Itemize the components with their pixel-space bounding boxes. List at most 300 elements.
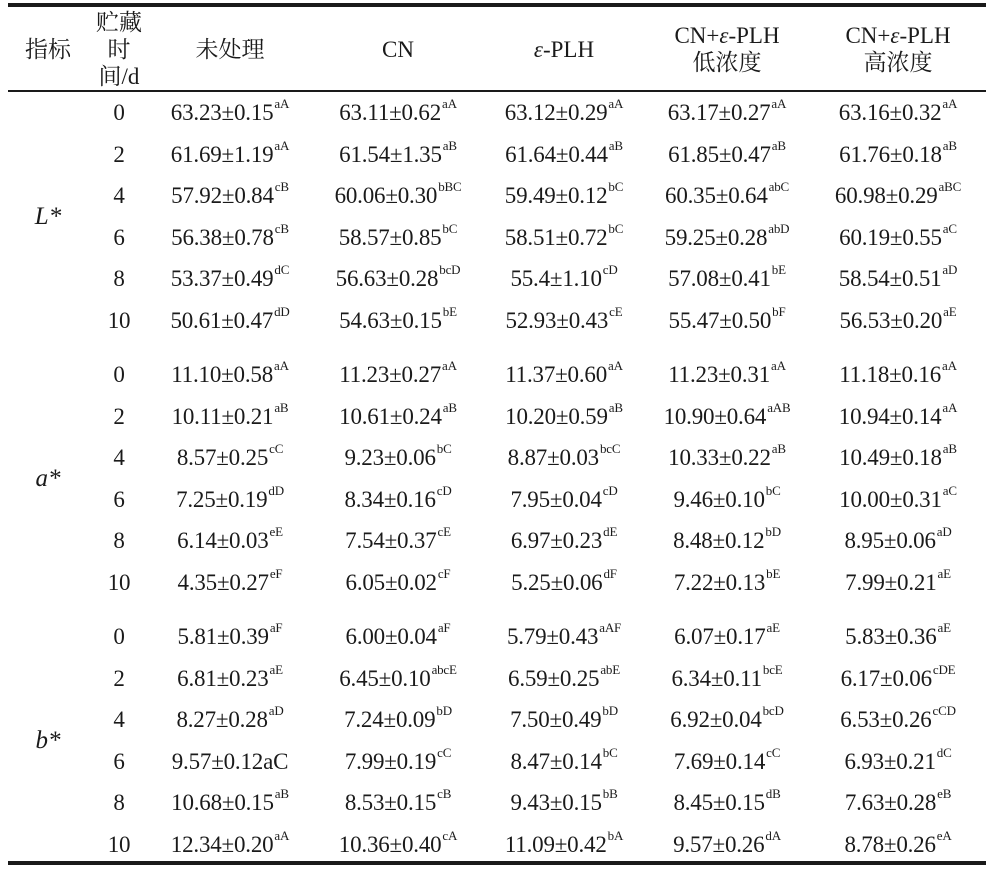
significance-letters: aC — [942, 220, 957, 236]
table-cell — [146, 618, 314, 656]
significance-letters: bA — [607, 828, 624, 843]
cell-value: 60.98±0.29 — [834, 183, 938, 209]
significance-letters: aA — [274, 96, 290, 111]
table-cell — [314, 136, 482, 174]
cell-value: 55.4±1.10 — [510, 266, 602, 292]
cell-value: 7.50±0.49 — [510, 707, 602, 733]
significance-letters: bC — [608, 179, 624, 195]
cell-value: 56.63±0.28 — [335, 266, 439, 292]
significance-letters: aC — [942, 482, 957, 498]
cell-value: 7.54±0.37 — [345, 528, 437, 554]
table-cell — [814, 660, 982, 698]
cell-value: 61.69±1.19 — [170, 141, 274, 167]
storage-day: 10 — [107, 308, 131, 333]
table-cell — [814, 522, 982, 560]
significance-letters: bC — [436, 441, 452, 457]
table-cell — [314, 177, 482, 215]
storage-day: 10 — [107, 832, 131, 857]
table-cell — [480, 94, 648, 132]
significance-letters: cD — [436, 482, 452, 498]
significance-letters: dD — [268, 482, 284, 498]
table-cell — [480, 439, 648, 477]
cell-value: 57.92±0.84 — [171, 183, 274, 209]
storage-day: 4 — [113, 183, 125, 209]
table-cell — [643, 136, 811, 174]
significance-letters: aB — [608, 399, 623, 415]
significance-letters: eB — [937, 786, 952, 802]
cell-value: 6.45±0.10 — [339, 665, 431, 691]
table-cell — [480, 784, 648, 822]
cell-value: 8.87±0.03 — [507, 445, 599, 471]
table-cell — [146, 302, 314, 340]
table-cell — [814, 784, 982, 822]
significance-letters: aE — [766, 620, 780, 635]
cell-value: 11.23±0.27 — [339, 362, 441, 387]
table-cell — [814, 260, 982, 298]
cell-value: 57.08±0.41 — [668, 266, 771, 292]
table-cell — [814, 743, 982, 781]
cell-value: 6.05±0.02 — [345, 570, 437, 595]
cell-value: 7.99±0.19 — [344, 748, 437, 774]
cell-value: 8.78±0.26 — [844, 832, 936, 857]
significance-letters: cD — [602, 262, 618, 278]
significance-letters: eE — [269, 524, 283, 540]
significance-letters: bcC — [599, 441, 621, 457]
table-cell — [814, 564, 982, 602]
significance-letters: aA — [274, 137, 290, 153]
significance-letters: bC — [442, 220, 458, 236]
significance-letters: aA — [442, 358, 457, 373]
header-col-1: 未处理 — [195, 36, 265, 62]
significance-letters: eF — [269, 566, 283, 581]
cell-value: 61.54±1.35 — [339, 141, 442, 167]
table-cell — [480, 522, 648, 560]
significance-letters: bD — [436, 703, 452, 719]
storage-day: 0 — [113, 624, 125, 649]
table-cell — [814, 618, 982, 656]
table-cell — [146, 94, 314, 132]
table-cell — [146, 660, 314, 698]
significance-letters: aB — [608, 137, 623, 153]
storage-day: 6 — [113, 748, 125, 774]
cell-value: 7.25±0.19 — [176, 486, 268, 512]
table-cell — [814, 481, 982, 519]
cell-value: 4.35±0.27 — [177, 570, 269, 595]
table-cell — [643, 398, 811, 436]
table-cell — [480, 177, 648, 215]
significance-letters: bB — [602, 786, 618, 802]
table-cell — [480, 356, 648, 394]
table-cell — [314, 743, 482, 781]
significance-letters: dD — [274, 304, 290, 319]
cell-value: 8.34±0.16 — [344, 486, 436, 512]
cell-value: 56.53±0.20 — [839, 308, 943, 333]
significance-letters: abcE — [431, 661, 457, 677]
significance-letters: abD — [768, 220, 790, 236]
cell-value: 10.68±0.15 — [171, 790, 274, 816]
significance-letters: aE — [269, 661, 283, 677]
cell-value: 52.93±0.43 — [505, 308, 609, 333]
table-cell — [314, 302, 482, 340]
significance-letters: bE — [766, 566, 781, 581]
cell-value: 11.10±0.58 — [171, 362, 273, 387]
table-cell — [314, 94, 482, 132]
cell-value: 9.57±0.12aC — [171, 748, 289, 774]
cell-value: 7.22±0.13 — [673, 570, 766, 595]
cell-value: 11.09±0.42 — [504, 832, 607, 857]
cell-value: 5.83±0.36 — [845, 624, 937, 649]
table-cell — [643, 701, 811, 739]
significance-letters: abE — [600, 661, 620, 677]
significance-letters: aBC — [938, 179, 962, 195]
table-cell — [314, 260, 482, 298]
cell-value: 8.47±0.14 — [510, 748, 602, 774]
significance-letters: bcD — [439, 262, 461, 278]
significance-letters: dE — [603, 524, 618, 540]
significance-letters: aB — [942, 441, 957, 457]
cell-value: 63.11±0.62 — [339, 100, 441, 125]
cell-value: 53.37±0.49 — [170, 266, 274, 292]
significance-letters: eA — [936, 828, 952, 843]
cell-value: 6.93±0.21 — [844, 748, 936, 774]
storage-day: 2 — [113, 141, 125, 167]
cell-value: 6.92±0.04 — [670, 707, 762, 733]
significance-letters: cB — [274, 179, 289, 195]
significance-letters: dC — [936, 744, 952, 760]
table-cell — [480, 136, 648, 174]
storage-day: 10 — [107, 570, 131, 595]
header-col-2: CN — [382, 36, 414, 62]
cell-value: 6.00±0.04 — [345, 624, 437, 649]
table-cell — [814, 701, 982, 739]
significance-letters: bC — [602, 744, 618, 760]
table-cell — [314, 522, 482, 560]
significance-letters: bE — [442, 304, 457, 319]
cell-value: 10.61±0.24 — [339, 403, 442, 429]
header-col-3: ε-PLH — [533, 36, 595, 62]
significance-letters: cE — [609, 304, 623, 319]
cell-value: 63.23±0.15 — [170, 100, 274, 125]
cell-value: 63.17±0.27 — [667, 100, 771, 125]
table-cell — [814, 302, 982, 340]
significance-letters: cA — [442, 828, 458, 843]
cell-value: 54.63±0.15 — [339, 308, 442, 333]
table-cell — [643, 660, 811, 698]
table-cell — [314, 356, 482, 394]
cell-value: 7.69±0.14 — [673, 748, 766, 774]
cell-value: 9.46±0.10 — [673, 486, 765, 512]
cell-value: 5.79±0.43 — [506, 624, 599, 649]
significance-letters: aA — [942, 399, 958, 415]
significance-letters: bD — [602, 703, 618, 719]
table-cell — [643, 481, 811, 519]
cell-value: 11.18±0.16 — [839, 362, 941, 387]
significance-letters: aA — [274, 828, 290, 843]
cell-value: 8.48±0.12 — [673, 528, 765, 554]
table-cell — [643, 743, 811, 781]
table-cell — [146, 356, 314, 394]
top-rule — [8, 3, 986, 7]
cell-value: 50.61±0.47 — [170, 308, 274, 333]
table-cell — [643, 826, 811, 864]
table-cell — [814, 219, 982, 257]
table-cell — [314, 481, 482, 519]
table-cell — [480, 701, 648, 739]
significance-letters: aB — [274, 399, 289, 415]
table-cell — [314, 826, 482, 864]
significance-letters: bcD — [762, 703, 784, 719]
cell-value: 6.17±0.06 — [840, 665, 932, 691]
cell-value: 63.12±0.29 — [504, 100, 608, 125]
significance-letters: aB — [442, 137, 457, 153]
significance-letters: cDE — [932, 661, 956, 677]
table-cell — [480, 564, 648, 602]
significance-letters: aB — [274, 786, 289, 802]
cell-value: 6.34±0.11 — [671, 665, 762, 691]
cell-value: 6.07±0.17 — [674, 624, 766, 649]
significance-letters: aAF — [599, 620, 622, 635]
table-cell — [643, 356, 811, 394]
cell-value: 10.36±0.40 — [338, 832, 442, 857]
significance-letters: aA — [771, 96, 787, 111]
table-cell — [643, 439, 811, 477]
significance-letters: bC — [765, 482, 781, 498]
table-cell — [146, 398, 314, 436]
table-cell — [480, 219, 648, 257]
significance-letters: dA — [765, 828, 781, 843]
cell-value: 8.45±0.15 — [673, 790, 765, 816]
cell-value: 5.81±0.39 — [177, 624, 269, 649]
header-col-5: CN+ε-PLH 高浓度 — [845, 23, 951, 75]
table-cell — [814, 136, 982, 174]
table-cell — [146, 177, 314, 215]
cell-value: 11.37±0.60 — [505, 362, 607, 387]
indicator-label: b* — [35, 727, 61, 754]
table-cell — [480, 302, 648, 340]
cell-value: 10.00±0.31 — [839, 486, 942, 512]
cell-value: 12.34±0.20 — [170, 832, 274, 857]
table-cell — [146, 219, 314, 257]
cell-value: 10.94±0.14 — [838, 403, 942, 429]
cell-value: 9.43±0.15 — [510, 790, 602, 816]
table-cell — [814, 439, 982, 477]
cell-value: 60.06±0.30 — [334, 183, 438, 209]
table-cell — [314, 564, 482, 602]
storage-day: 6 — [113, 224, 125, 250]
table-cell — [314, 398, 482, 436]
significance-letters: aAB — [767, 399, 791, 415]
cell-value: 8.57±0.25 — [176, 445, 269, 471]
significance-letters: bcE — [762, 661, 783, 677]
indicator-label: a* — [35, 465, 61, 492]
cell-value: 6.81±0.23 — [177, 665, 269, 691]
cell-value: 58.57±0.85 — [338, 224, 442, 250]
table-cell — [146, 701, 314, 739]
significance-letters: dC — [274, 262, 290, 278]
table-cell — [814, 826, 982, 864]
storage-day: 0 — [113, 362, 125, 387]
significance-letters: cC — [437, 744, 452, 760]
table-cell — [643, 784, 811, 822]
table-cell — [146, 439, 314, 477]
table-cell — [480, 618, 648, 656]
cell-value: 7.99±0.21 — [845, 570, 937, 595]
table-cell — [643, 94, 811, 132]
cell-value: 58.54±0.51 — [838, 266, 942, 292]
significance-letters: aE — [943, 304, 957, 319]
table-cell — [480, 743, 648, 781]
table-cell — [146, 260, 314, 298]
significance-letters: aA — [942, 96, 958, 111]
storage-day: 0 — [113, 100, 125, 125]
table-cell — [146, 826, 314, 864]
header-rule — [8, 90, 986, 92]
cell-value: 10.20±0.59 — [505, 403, 608, 429]
significance-letters: cD — [602, 482, 618, 498]
table-cell — [146, 743, 314, 781]
table-cell — [480, 260, 648, 298]
table-cell — [643, 177, 811, 215]
cell-value: 9.57±0.26 — [673, 832, 765, 857]
table-cell — [643, 564, 811, 602]
significance-letters: aD — [942, 262, 958, 278]
cell-value: 61.85±0.47 — [668, 141, 771, 167]
significance-letters: dF — [603, 566, 617, 581]
table-cell — [314, 784, 482, 822]
table-cell — [814, 356, 982, 394]
table-cell — [480, 398, 648, 436]
significance-letters: aB — [442, 399, 457, 415]
cell-value: 61.76±0.18 — [839, 141, 942, 167]
significance-letters: aA — [442, 96, 457, 111]
significance-letters: bE — [771, 262, 786, 278]
significance-letters: aB — [771, 441, 786, 457]
cell-value: 7.63±0.28 — [844, 790, 937, 816]
storage-day: 4 — [113, 445, 125, 471]
table-cell — [643, 219, 811, 257]
storage-day: 2 — [113, 665, 125, 691]
data-table — [8, 0, 986, 871]
indicator-label: L* — [34, 203, 62, 230]
significance-letters: aE — [937, 620, 951, 635]
cell-value: 60.19±0.55 — [839, 224, 942, 250]
cell-value: 10.90±0.64 — [663, 403, 767, 429]
significance-letters: cF — [437, 566, 451, 581]
table-cell — [643, 522, 811, 560]
cell-value: 63.16±0.32 — [838, 100, 942, 125]
cell-value: 61.64±0.44 — [505, 141, 608, 167]
significance-letters: aD — [268, 703, 284, 719]
cell-value: 9.23±0.06 — [344, 445, 436, 471]
table-cell — [146, 136, 314, 174]
significance-letters: aD — [936, 524, 952, 540]
significance-letters: cC — [766, 744, 781, 760]
cell-value: 56.38±0.78 — [171, 224, 274, 250]
table-cell — [314, 439, 482, 477]
cell-value: 10.33±0.22 — [668, 445, 771, 471]
significance-letters: aA — [608, 358, 623, 373]
table-cell — [480, 481, 648, 519]
header-col-4: CN+ε-PLH 低浓度 — [674, 23, 780, 75]
significance-letters: aF — [269, 620, 283, 635]
cell-value: 8.27±0.28 — [176, 707, 268, 733]
table-cell — [643, 260, 811, 298]
cell-value: 60.35±0.64 — [665, 183, 768, 209]
significance-letters: cB — [437, 786, 452, 802]
significance-letters: aA — [274, 358, 289, 373]
table-cell — [814, 398, 982, 436]
storage-day: 8 — [113, 528, 125, 554]
cell-value: 55.47±0.50 — [668, 308, 772, 333]
table-cell — [146, 784, 314, 822]
cell-value: 10.49±0.18 — [839, 445, 942, 471]
significance-letters: bD — [765, 524, 781, 540]
table-cell — [314, 618, 482, 656]
table-cell — [643, 618, 811, 656]
significance-letters: bF — [772, 304, 786, 319]
significance-letters: aA — [608, 96, 624, 111]
table-cell — [480, 660, 648, 698]
cell-value: 8.53±0.15 — [344, 790, 437, 816]
storage-day: 8 — [113, 790, 125, 816]
significance-letters: aB — [771, 137, 786, 153]
significance-letters: aB — [942, 137, 957, 153]
cell-value: 59.49±0.12 — [504, 183, 608, 209]
table-cell — [480, 826, 648, 864]
storage-day: 8 — [113, 266, 125, 292]
cell-value: 8.95±0.06 — [844, 528, 936, 554]
cell-value: 11.23±0.31 — [668, 362, 770, 387]
table-cell — [146, 481, 314, 519]
table-cell — [146, 564, 314, 602]
significance-letters: cE — [437, 524, 451, 540]
significance-letters: cCD — [932, 703, 956, 719]
significance-letters: bBC — [438, 179, 462, 195]
table-cell — [643, 302, 811, 340]
cell-value: 5.25±0.06 — [511, 570, 603, 595]
cell-value: 58.51±0.72 — [504, 224, 608, 250]
table-cell — [814, 94, 982, 132]
cell-value: 6.97±0.23 — [510, 528, 603, 554]
cell-value: 10.11±0.21 — [171, 403, 274, 429]
significance-letters: aE — [937, 566, 951, 581]
table-cell — [314, 219, 482, 257]
significance-letters: dB — [765, 786, 781, 802]
significance-letters: abC — [768, 179, 789, 195]
cell-value: 7.24±0.09 — [344, 707, 436, 733]
significance-letters: bC — [608, 220, 624, 236]
storage-day: 6 — [113, 486, 125, 512]
cell-value: 6.53±0.26 — [840, 707, 932, 733]
storage-day: 2 — [113, 403, 125, 429]
table-cell — [814, 177, 982, 215]
significance-letters: aF — [437, 620, 451, 635]
header-storage-time: 贮藏 时间/d — [96, 9, 142, 89]
header-indicator: 指标 — [25, 36, 71, 62]
cell-value: 6.14±0.03 — [177, 528, 269, 554]
cell-value: 6.59±0.25 — [508, 665, 600, 691]
significance-letters: cB — [274, 220, 289, 236]
cell-value: 7.95±0.04 — [510, 486, 602, 512]
table-cell — [314, 701, 482, 739]
table-cell — [314, 660, 482, 698]
significance-letters: aA — [942, 358, 957, 373]
significance-letters: aA — [771, 358, 786, 373]
significance-letters: cC — [269, 441, 284, 457]
cell-value: 59.25±0.28 — [664, 224, 768, 250]
storage-day: 4 — [113, 707, 125, 733]
table-cell — [146, 522, 314, 560]
